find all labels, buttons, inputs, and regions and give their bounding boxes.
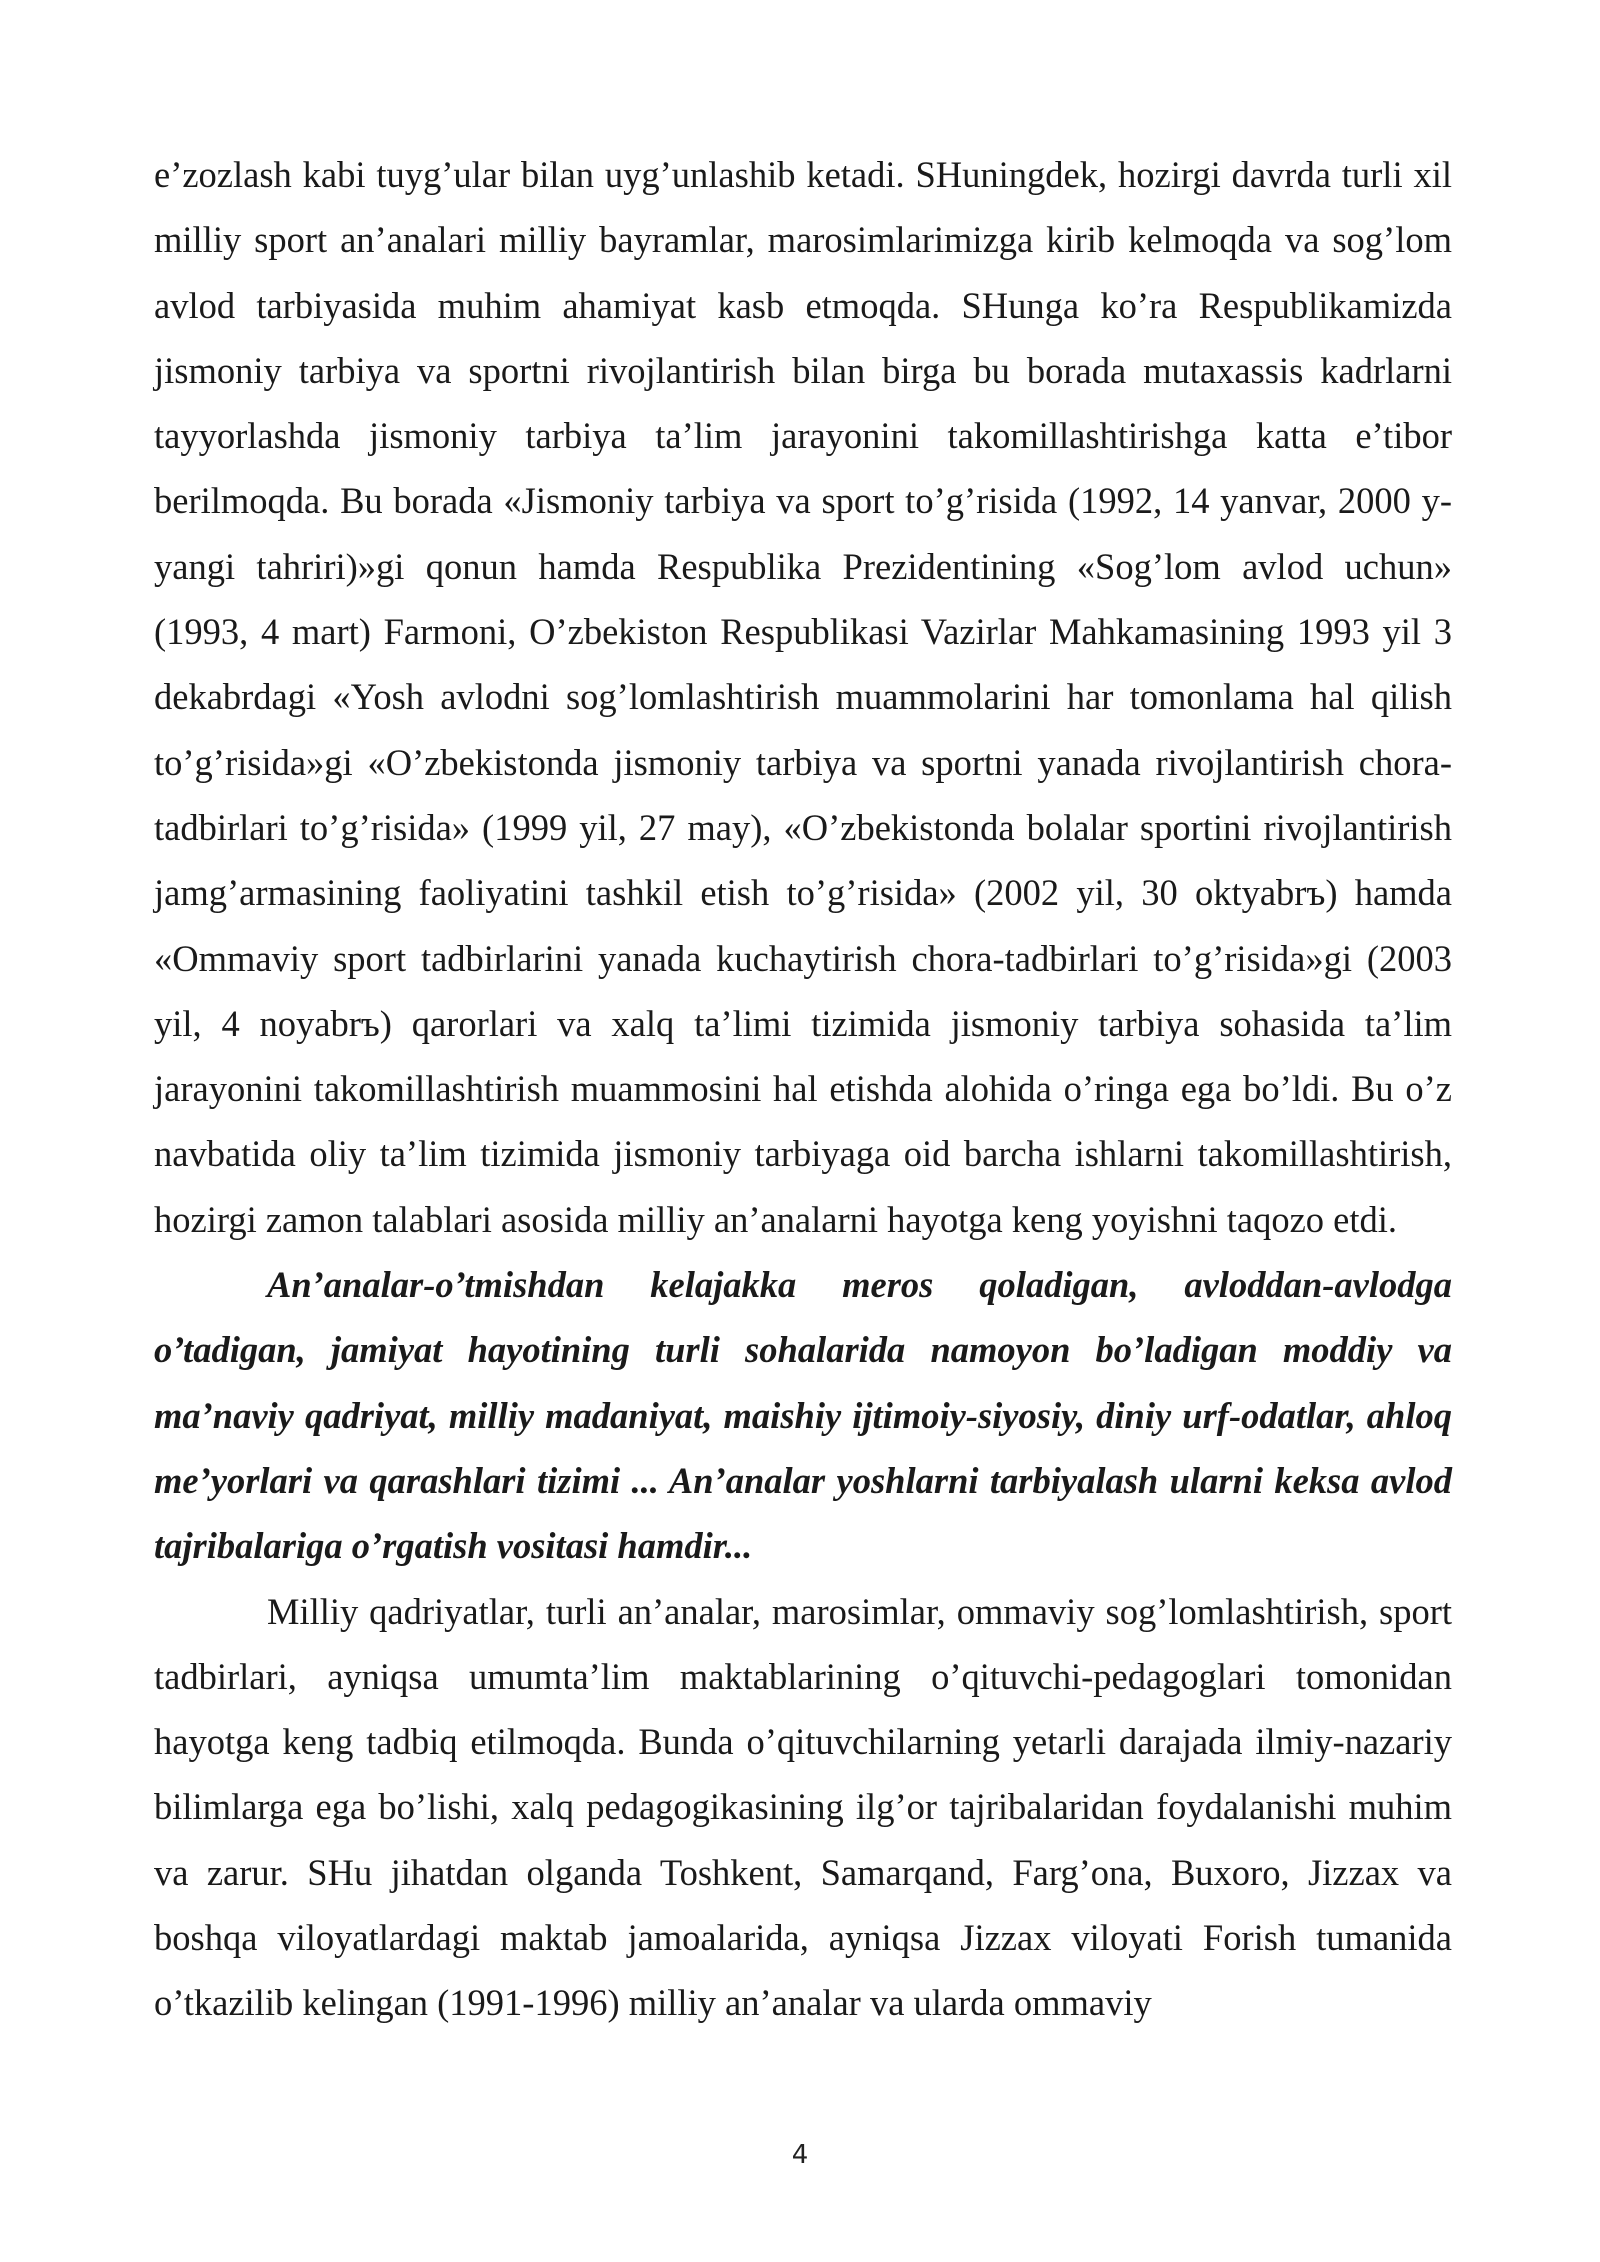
paragraph-3: Milliy qadriyatlar, turli an’analar, marosimlar, ommaviy sog’lomlashtirish, sport tadbirlari, ayniqsa umumta’lim maktablarining o’qituvchi-pedagoglari tomonidan hayotga keng tadbiq etilmoqda. Bunda o’qituvchilarning yetarli darajada ilmiy-nazariy bilimlarga ega bo’lishi, xalq pedagogikasining ilg’or tajribalaridan foydalanishi muhim va zarur. SHu jihatdan olganda Toshkent, Samarqand, Farg’ona, Buxoro, Jizzax va boshqa viloyatlardagi maktab jamoalarida, ayniqsa Jizzax viloyati Forish tumanida o’tkazilib kelingan (1991-1996) milliy an’analar va ularda ommaviy [154, 1590, 1452, 2024]
paragraph-1: e’zozlash kabi tuyg’ular bilan uyg’unlashib ketadi. SHuningdek, hozirgi davrda turli xil milliy sport an’analari milliy bayramlar, marosimlarimizga kirib kelmoqda va sog’lom avlod tarbiyasida muhim ahamiyat kasb etmoqda. SHunga ko’ra Respublikamizda jismoniy tarbiya va sportni rivojlantirish bilan birga bu borada mutaxassis kadrlarni tayyorlashda jismoniy tarbiya ta’lim jarayonini takomillashtirishga katta e’tibor berilmoqda. Bu borada «Jismoniy tarbiya va sport to’g’risida (1992, 14 yanvar, 2000 y-yangi tahriri)»gi qonun hamda Respublika Prezidentining «Sog’lom avlod uchun» (1993, 4 mart) Farmoni, O’zbekiston Respublikasi Vazirlar Mahkamasining 1993 yil 3 dekabrdagi «Yosh avlodni sog’lomlashtirish muammolarini har tomonlama hal qilish to’g’risida»gi «O’zbekistonda jismoniy tarbiya va sportni yanada rivojlantirish chora-tadbirlari to’g’risida» (1999 yil, 27 may), «O’zbekistonda bolalar sportini rivojlantirish jamg’armasining faoliyatini tashkil etish to’g’risida» (2002 yil, 30 oktyabrъ) hamda «Ommaviy sport tadbirlarini yanada kuchaytirish chora-tadbirlari to’g’risida»gi (2003 yil, 4 noyabrъ) qarorlari va xalq ta’limi tizimida jismoniy tarbiya sohasida ta’lim jarayonini takomillashtirish muammosini hal etishda alohida o’ringa ega bo’ldi. Bu o’z navbatida oliy ta’lim tizimida jismoniy tarbiyaga oid barcha ishlarni takomillashtirish, hozirgi zamon talablari asosida milliy an’analarni hayotga keng yoyishni taqozo etdi. [154, 154, 1452, 1240]
page-number: 4 [791, 2140, 809, 2170]
document-body [154, 142, 1452, 2036]
paragraph-2-definition-emphasis: An’analar-o’tmishdan kelajakka meros qoladigan, avloddan-avlodga o’tadigan, jamiyat hayotining turli sohalarida namoyon bo’ladigan moddiy va ma’naviy qadriyat, milliy madaniyat, maishiy ijtimoiy-siyosiy, diniy urf-odatlar, ahloq me’yorlari va qarashlari tizimi ... An’analar yoshlarni tarbiyalash ularni keksa avlod tajribalariga o’rgatish vositasi hamdir... [154, 1264, 1452, 1567]
